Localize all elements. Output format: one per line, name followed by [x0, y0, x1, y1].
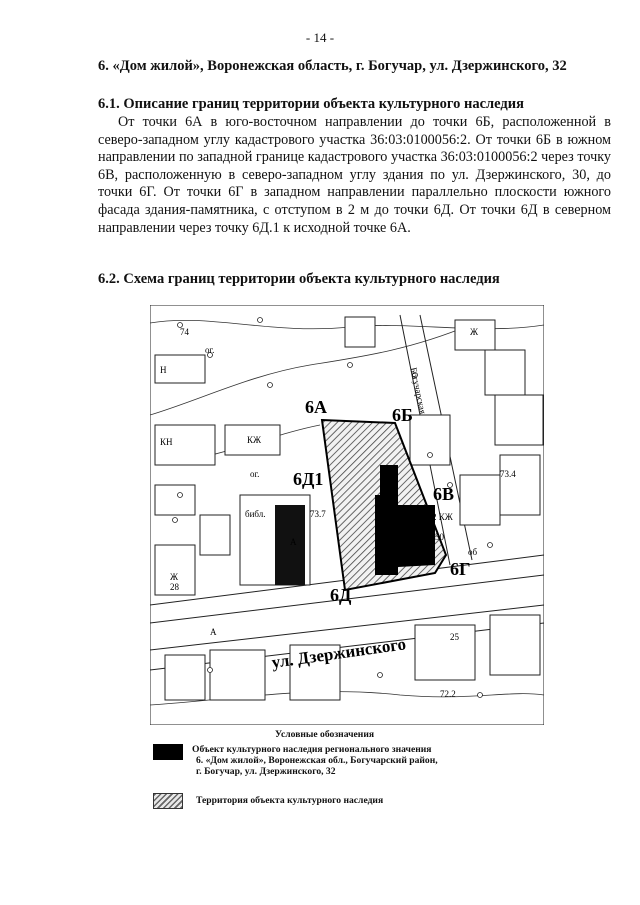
label-a: А: [290, 537, 297, 547]
legend-territory-text: Территория объекта культурного наследия: [196, 795, 384, 806]
page-number: - 14 -: [305, 30, 335, 45]
point-6d1: 6Д1: [293, 469, 324, 489]
legend-territory-swatch: [153, 793, 183, 809]
label-kn: КН: [160, 437, 173, 447]
label-n: Н: [160, 365, 167, 375]
description-heading: 6.1. Описание границ территории объекта культурного наследия: [98, 96, 524, 112]
label-zh: Ж: [470, 327, 479, 337]
label-num-30: 30: [435, 532, 444, 542]
label-num-28: 28: [170, 582, 179, 592]
point-6a: 6А: [305, 397, 327, 417]
legend-object-swatch: [153, 744, 183, 760]
point-6b: 6Б: [392, 405, 413, 425]
label-bibl: библ.: [245, 509, 266, 519]
label-ob: об: [468, 547, 478, 557]
point-6g: 6Г: [450, 559, 471, 579]
label-og: ог.: [205, 345, 215, 355]
label-kzh: КЖ: [247, 435, 262, 445]
point-6v: 6В: [433, 484, 455, 504]
scheme-heading: 6.2. Схема границ территории объекта культурного наследия: [98, 271, 500, 287]
street-label: ул. Дзержинского: [270, 634, 408, 672]
label-a: А: [210, 627, 217, 637]
boundary-map: [150, 305, 544, 725]
legend-title: Условные обозначения: [275, 729, 375, 740]
side-street-label: Богучарская: [408, 366, 429, 415]
object-heading: 6. «Дом жилой», Воронежская область, г. Богучар, ул. Дзержинского, 32: [98, 58, 567, 74]
description-paragraph: От точки 6А в юго-восточном направлении до точки 6Б, расположенной в северо-западном углу кадастрового участка 36:03:0100056:2. От точки 6Б в южном направлении по западной границе кадастрового участка 36:03:0100056:2 через точку 6В, расположенную в северо-западном углу здания по ул. Дзержинского, 30, до точки 6Г. От точки 6Г в западном направлении параллельно плоскости южного фасада здания-памятника, с отступом в 2 м до точки 6Д. От точки 6Д в северном направлении через точку 6Д.1 к исходной точке 6А.: [98, 114, 611, 236]
label-num-74: 74: [180, 327, 189, 337]
label-zh: Ж: [170, 572, 179, 582]
label-num-25: 25: [450, 632, 459, 642]
label-elev-2: 73.4: [500, 469, 516, 479]
point-6d: 6Д: [330, 585, 352, 605]
label-og: ог.: [250, 469, 260, 479]
label-elev-1: 73.7: [310, 509, 326, 519]
label-num-2kzh: 2 КЖ: [432, 512, 453, 522]
label-elev-3: 72.2: [440, 689, 456, 699]
legend-object-text: Объект культурного наследия регионального значения 6. «Дом жилой», Воронежская обл., Богучарский район, г. Богучар, ул. Дзержинского, 32: [192, 744, 438, 777]
